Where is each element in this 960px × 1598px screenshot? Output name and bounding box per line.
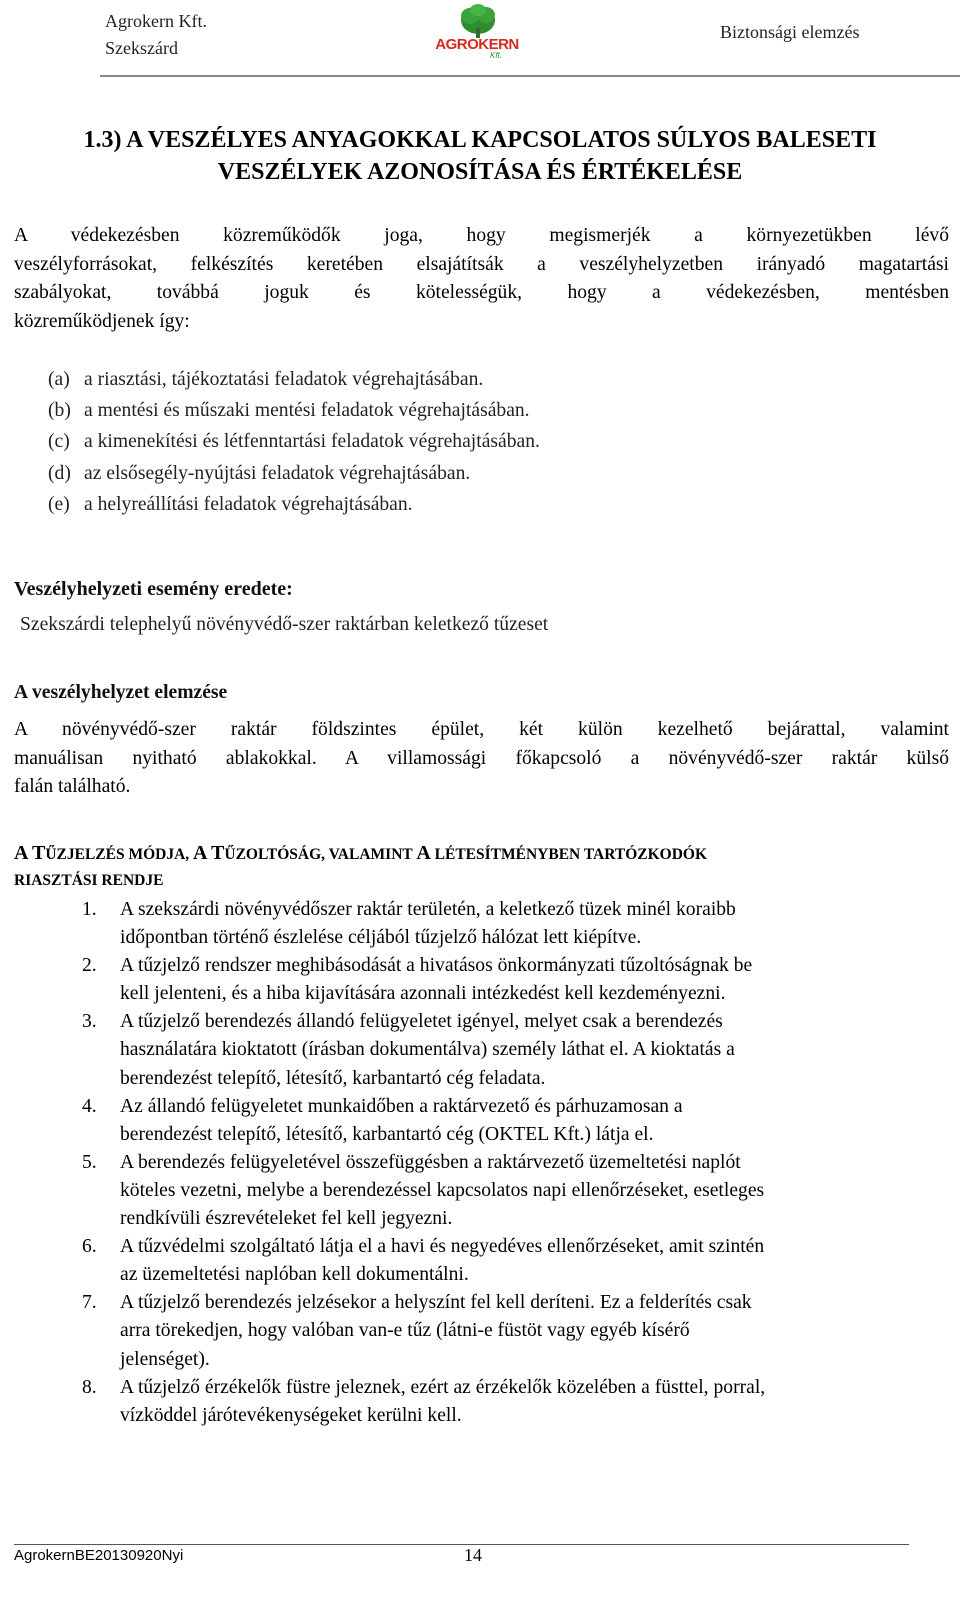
list-item (48, 364, 540, 395)
logo-kft: Kft. (490, 51, 503, 60)
list-item-text: a riasztási, tájékoztatási feladatok végrehajtásában. (84, 369, 484, 390)
list-item (48, 426, 540, 457)
item-number: 8. (82, 1376, 97, 1398)
item-line: A tűzvédelmi szolgáltató látja el a havi és negyedéves ellenőrzéseket, amit szintén (120, 1236, 765, 1258)
numbered-item (14, 1289, 949, 1373)
origin-heading: Veszélyhelyzeti esemény eredete: (14, 578, 293, 600)
list-item-label: (a) (48, 369, 70, 390)
section-title-line2: VESZÉLYEK AZONOSÍTÁSA ÉS ÉRTÉKELÉSE (217, 159, 743, 185)
alarm-heading-part: ŰZJELZÉS MÓDJA, (45, 846, 194, 863)
alarm-heading-part: T (211, 842, 225, 864)
list-item-label: (c) (48, 431, 70, 453)
analysis-line: A növényvédő-szer raktár földszintes épület, két külön kezelhető bejárattal, valamint (14, 719, 949, 740)
alarm-numbered-list (14, 896, 949, 1430)
item-number: 4. (82, 1095, 97, 1117)
numbered-item (14, 896, 949, 952)
alarm-heading-part: A (14, 842, 32, 864)
item-line: az üzemeltetési naplóban kell dokumentálni. (120, 1264, 469, 1286)
alarm-heading-part: A (416, 842, 435, 864)
item-line: berendezést telepítő, létesítő, karbantartó cég (OKTEL Kft.) látja el. (120, 1123, 654, 1145)
numbered-item (14, 952, 949, 1008)
item-line: jelenséget). (120, 1348, 210, 1370)
alarm-heading-part: T (31, 842, 46, 864)
intro-paragraph (14, 222, 949, 337)
item-line: időpontban történő észlelése céljából tűzjelző hálózat lett kiépítve. (120, 927, 642, 949)
footer-divider (14, 1544, 909, 1545)
page-number: 14 (464, 1545, 482, 1565)
list-item (48, 458, 540, 489)
alarm-heading-part: LÉTESÍTMÉNYBEN TARTÓZKODÓK (434, 846, 708, 863)
header-city: Szekszárd (105, 38, 178, 58)
item-number: 3. (82, 1011, 97, 1033)
alarm-heading (14, 838, 934, 892)
list-item (48, 395, 540, 426)
list-item-text: az elsősegély-nyújtási feladatok végrehajtásában. (84, 462, 471, 484)
analysis-line: manuálisan nyitható ablakokkal. A villamossági főkapcsoló a növényvédő-szer raktár külső (14, 747, 949, 769)
numbered-item (14, 1374, 949, 1430)
item-line: köteles vezetni, melybe a berendezéssel kapcsolatos napi ellenőrzéseket, esetleges (120, 1179, 765, 1201)
section-title-line1: 1.3) A VESZÉLYES ANYAGOKKAL KAPCSOLATOS SÚLYOS BALESETI (83, 127, 877, 153)
list-item-text: a helyreállítási feladatok végrehajtásában. (84, 493, 413, 515)
item-line: használatára kioktatott (írásban dokumentálva) személy láthat el. A kioktatás a (120, 1039, 735, 1061)
item-number: 5. (82, 1151, 97, 1173)
item-line: arra törekedjen, hogy valóban van-e tűz (látni-e füstöt vagy egyéb kísérő (120, 1320, 690, 1342)
section-title (14, 124, 946, 188)
alarm-heading-part: A (193, 842, 212, 864)
item-line: A tűzjelző érzékelők füstre jeleznek, ezért az érzékelők közelében a füsttel, porral, (120, 1376, 766, 1398)
intro-line: közreműködjenek így: (14, 311, 190, 333)
header-company-block (105, 8, 207, 62)
analysis-heading: A veszélyhelyzet elemzése (14, 682, 228, 703)
item-line: A tűzjelző berendezés állandó felügyeletet igényel, melyet csak a berendezés (120, 1011, 723, 1033)
alarm-heading-line1 (14, 838, 934, 870)
numbered-item (14, 1233, 949, 1289)
footer-doc-id: AgrokernBE20130920Nyi (14, 1547, 184, 1564)
list-item-text: a mentési és műszaki mentési feladatok végrehajtásában. (84, 400, 530, 422)
numbered-item (14, 1149, 949, 1233)
item-line: kell jelenteni, és a hiba kijavítására azonnali intézkedést kell kezdeményezni. (120, 983, 726, 1005)
logo-text: AGROKERN (435, 36, 519, 53)
list-item-label: (d) (48, 462, 71, 484)
header-divider (100, 75, 960, 77)
item-line: A tűzjelző rendszer meghibásodását a hivatásos önkormányzati tűzoltóságnak be (120, 955, 753, 977)
header-doc-title: Biztonsági elemzés (720, 22, 860, 42)
alarm-heading-part: ŰZOLTÓSÁG, VALAMINT (224, 846, 417, 863)
list-item-label: (b) (48, 400, 71, 422)
item-line: berendezést telepítő, létesítő, karbantartó cég feladata. (120, 1067, 546, 1089)
origin-text: Szekszárdi telephelyű növényvédő-szer raktárban keletkező tűzeset (20, 614, 549, 635)
item-number: 6. (82, 1236, 97, 1258)
item-line: Az állandó felügyeletet munkaidőben a raktárvezető és párhuzamosan a (120, 1095, 683, 1117)
duties-list (48, 364, 540, 520)
analysis-paragraph (14, 716, 949, 802)
intro-line: A védekezésben közreműködők joga, hogy megismerjék a környezetükben lévő (14, 225, 949, 246)
numbered-item (14, 1093, 949, 1149)
header-company: Agrokern Kft. (105, 11, 207, 31)
list-item (48, 489, 540, 520)
numbered-item (14, 1008, 949, 1092)
item-line: vízköddel járótevékenységeket kerülni kell. (120, 1404, 462, 1426)
list-item-text: a kimenekítési és létfenntartási feladatok végrehajtásában. (84, 431, 540, 453)
list-item-label: (e) (48, 493, 70, 515)
alarm-heading-line2: RIASZTÁSI RENDJE (14, 872, 164, 889)
intro-line: szabályokat, továbbá joguk és kötelességük, hogy a védekezésben, mentésben (14, 282, 949, 304)
intro-line: veszélyforrásokat, felkészítés keretében elsajátítsák a veszélyhelyzetben irányadó magatartási (14, 253, 949, 275)
item-line: A berendezés felügyeletével összefüggésben a raktárvezető üzemeltetési naplót (120, 1151, 741, 1173)
item-number: 2. (82, 955, 97, 977)
item-number: 7. (82, 1292, 97, 1314)
item-line: A szekszárdi növényvédőszer raktár területén, a keletkező tüzek minél koraibb (120, 899, 736, 920)
analysis-line: falán található. (14, 776, 131, 798)
item-line: rendkívüli észrevételeket fel kell jegyezni. (120, 1208, 453, 1230)
page-header (0, 0, 960, 80)
item-line: A tűzjelző berendezés jelzésekor a helyszínt fel kell deríteni. Ez a felderítés csak (120, 1292, 752, 1314)
item-number: 1. (82, 899, 97, 920)
company-logo (432, 2, 522, 70)
